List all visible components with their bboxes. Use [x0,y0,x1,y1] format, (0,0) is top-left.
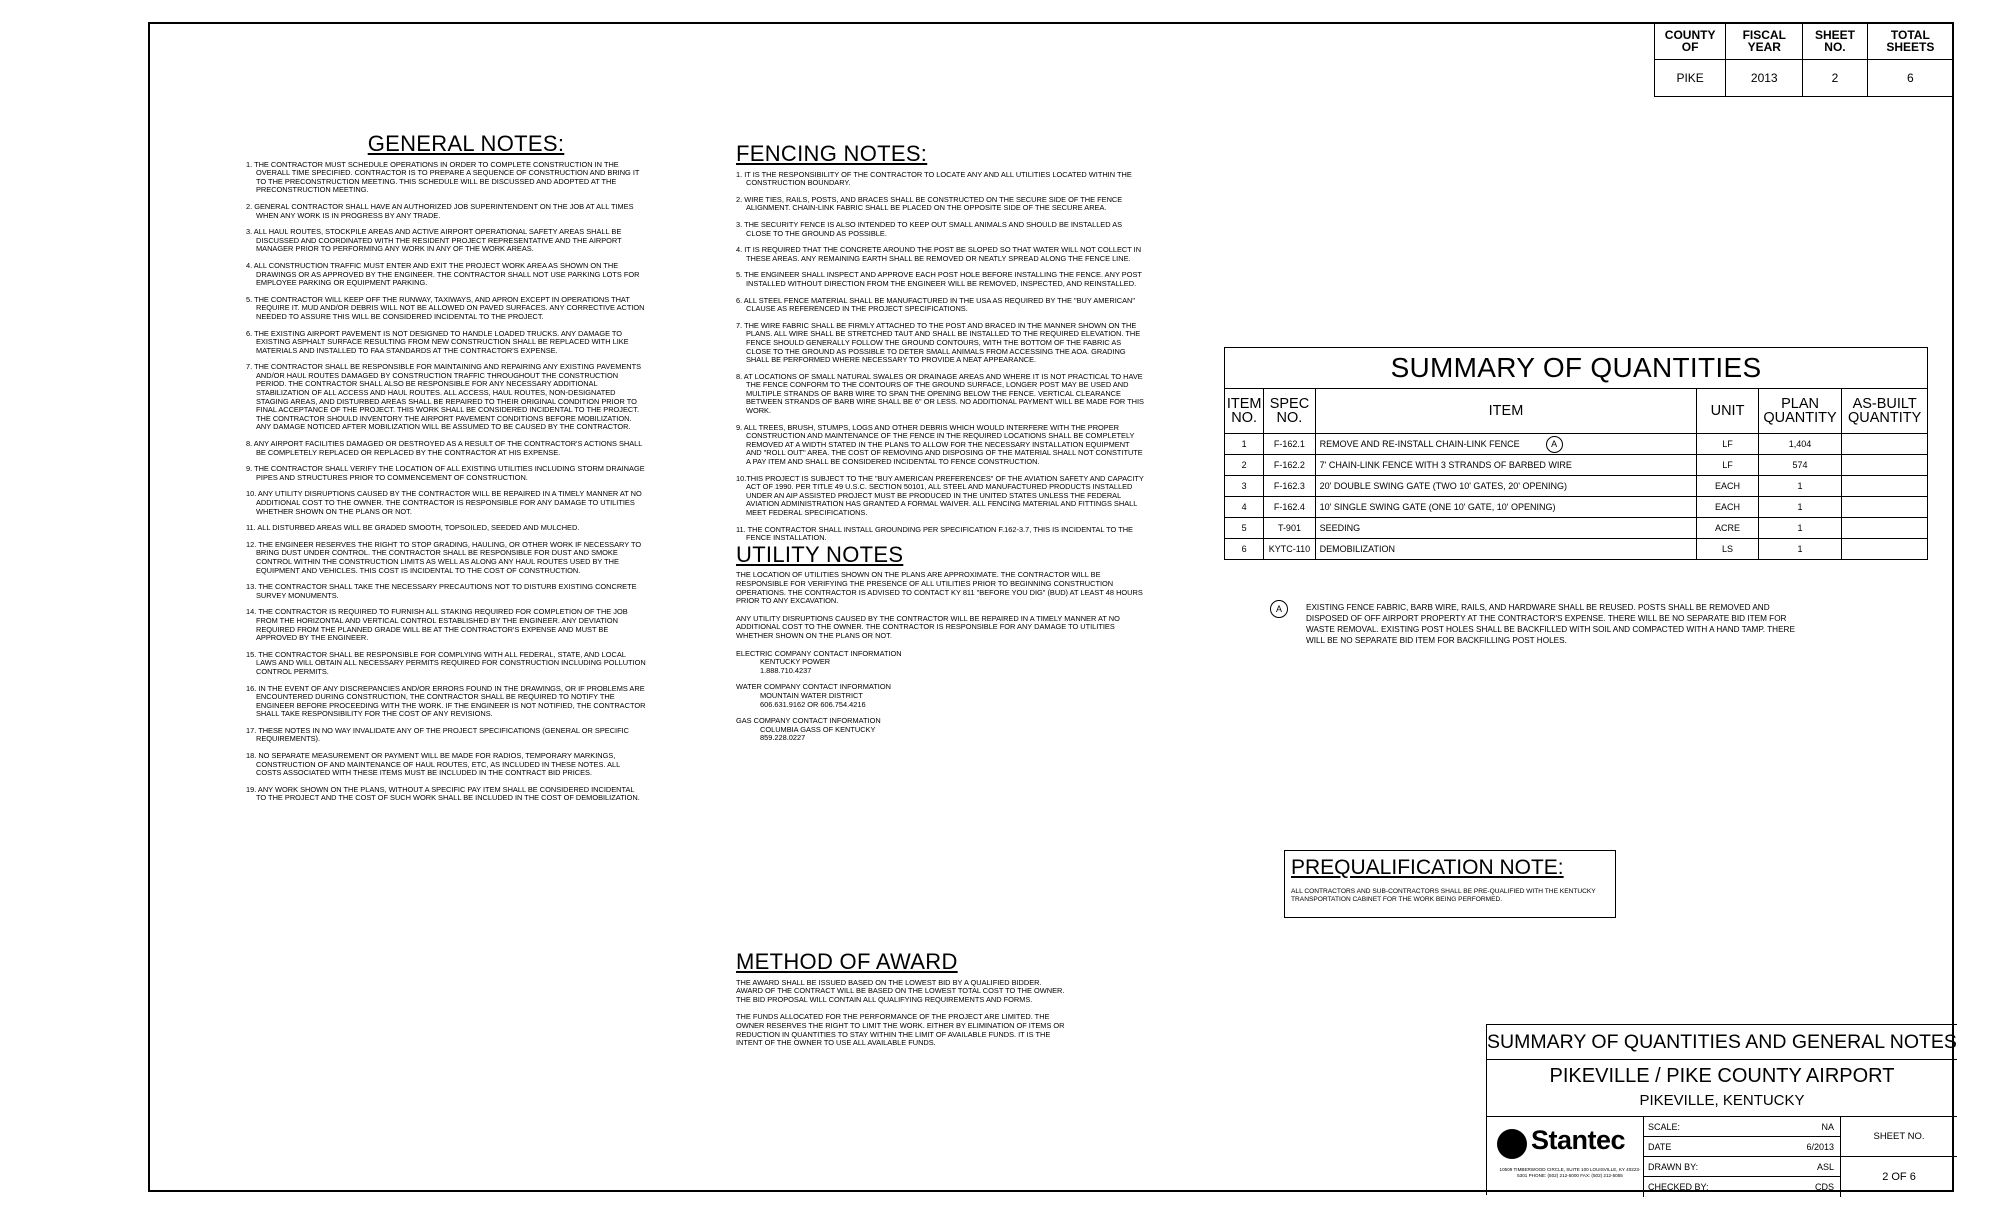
footnote-text: EXISTING FENCE FABRIC, BARB WIRE, RAILS, AND HARDWARE SHALL BE REUSED. POSTS SHALL BE REMOVED AND DISPOSED OF OFF AIRPORT PROPERTY AT THE CONTRACTOR'S EXPENSE. THERE WILL BE NO SEPARATE BID ITEM FOR WASTE REMOVAL. EXISTING POST HOLES SHALL BE BACKFILLED WITH SOIL AND COMPACTED WITH A HAND TAMP. THERE WILL BE NO SEPARATE BID ITEM FOR BACKFILLING POST HOLES. [1306,603,1795,645]
prequal-text: ALL CONTRACTORS AND SUB-CONTRACTORS SHALL BE PRE-QUALIFIED WITH THE KENTUCKY TRANSPORTATION CABINET FOR THE WORK BEING PERFORMED. [1291,888,1596,903]
fencing-note-item: 3. THE SECURITY FENCE IS ALSO INTENDED TO KEEP OUT SMALL ANIMALS AND SHOULD BE INSTALLED AS CLOSE TO THE GROUND AS POSSIBLE. [736,219,1123,238]
table-row [1225,434,1928,455]
general-notes-section [246,131,646,811]
spec-no-cell: T-901 [1264,518,1315,539]
item-cell [1315,497,1697,518]
title-block-bottom [1486,1024,1957,1195]
contact-label: GAS COMPANY CONTACT INFORMATION [736,716,881,726]
general-note-item: 4. ALL CONSTRUCTION TRAFFIC MUST ENTER AND EXIT THE PROJECT WORK AREA AS SHOWN ON THE DRAWINGS OR AS APPROVED BY THE ENGINEER. THE CONTRACTOR SHALL NOT USE PARKING LOTS FOR EMPLOYEE PARKING OR EQUIPMENT PARKING. [246,260,640,288]
general-note-item: 2. GENERAL CONTRACTOR SHALL HAVE AN AUTHORIZED JOB SUPERINTENDENT ON THE JOB AT ALL TIMES WHEN ANY WORK IS IN PROGRESS BY ANY TRADE. [246,201,634,220]
asbuilt-quantity-cell [1842,476,1928,497]
method-of-award-heading: METHOD OF AWARD [736,949,958,974]
spec-no-cell: F-162.3 [1264,476,1315,497]
asbuilt-quantity-cell [1842,434,1928,455]
general-note-item: 3. ALL HAUL ROUTES, STOCKPILE AREAS AND ACTIVE AIRPORT OPERATIONAL SAFETY AREAS SHALL BE DISCUSSED AND COORDINATED WITH THE RESIDENT PROJECT REPRESENTATIVE AND THE AIRPORT MANAGER PRIOR TO PERFORMING ANY WORK IN ANY OF THE WORK AREAS. [246,227,622,254]
fencing-note-item: 9. ALL TREES, BRUSH, STUMPS, LOGS AND OTHER DEBRIS WHICH WOULD INTERFERE WITH THE PROPER CONSTRUCTION AND MAINTENANCE OF THE FENCE IN THE REQUIRED LOCATIONS SHALL BE COMPLETELY REMOVED AT A WIDTH STATED IN THE PLANS TO ALLOW FOR THE NECESSARY INSTALLATION EQUIPMENT AND "ROLL OUT" AREA. THE COST OF REMOVING AND DISPOSING OF THE MATERIAL SHALL NOT CONSTITUTE A PAY ITEM AND SHALL BE CONSIDERED INCIDENTAL TO FENCE CONSTRUCTION. [736,422,1143,467]
item-text: DEMOBILIZATION [1319,544,1395,554]
general-note-item: 7. THE CONTRACTOR SHALL BE RESPONSIBLE FOR MAINTAINING AND REPAIRING ANY EXISTING PAVEMENTS AND/OR HAUL ROUTES DAMAGED BY CONSTRUCTION TRAFFIC THROUGHOUT THE CONSTRUCTION PERIOD. THE CONTRACTOR SHALL ALSO BE RESPONSIBLE FOR ANY NECESSARY ADDITIONAL STABILIZATION OF ALL ACCESS AND HAUL ROUTES. ALL ACCESS, HAUL ROUTES, NON-DESIGNATED STAGING AREAS, AND DISTURBED AREAS SHALL BE REPAIRED TO THEIR ORIGINAL CONDITION PRIOR TO FINAL ACCEPTANCE OF THE PROJECT. THIS WORK SHALL BE CONSIDERED INCIDENTAL TO THE PROJECT. THE CONTRACTOR SHOULD INVENTORY THE AIRPORT PAVEMENT CONDITIONS BEFORE MOBILIZATION. ANY DAMAGE NOTICED AFTER MOBILIZATION WILL BE ASSUMED TO BE CAUSED BY THE CONTRACTOR. [246,362,642,432]
stantec-logo [1493,1121,1643,1193]
field-label: DRAWN BY: [1648,1162,1699,1172]
contact-name: MOUNTAIN WATER DISTRICT [760,690,863,700]
water-contact [736,683,1146,709]
award-paragraph: THE FUNDS ALLOCATED FOR THE PERFORMANCE OF THE PROJECT ARE LIMITED. THE OWNER RESERVES THE RIGHT TO LIMIT THE WORK. EITHER BY ELIMINATION OF ITEMS OR REDUCTION IN QUANTITIES TO STAY WITHIN THE LIMIT OF AVAILABLE FUNDS. IT IS THE INTENT OF THE OWNER TO USE ALL AVAILABLE FUNDS. [736,1012,1065,1048]
item-cell [1315,518,1697,539]
item-text: SEEDING [1319,523,1361,533]
unit-cell: ACRE [1697,518,1758,539]
item-text: 10' SINGLE SWING GATE (ONE 10' GATE, 10' OPENING) [1319,502,1556,512]
general-note-item: 5. THE CONTRACTOR WILL KEEP OFF THE RUNWAY, TAXIWAYS, AND APRON EXCEPT IN OPERATIONS THAT REQUIRE IT. MUD AND/OR DEBRIS WILL NOT BE ALLOWED ON PAVED SURFACES. ANY CORRECTIVE ACTION NEEDED TO ASSURE THIS WILL BE CONSIDERED INCIDENTAL TO THE PROJECT. [246,294,645,321]
field-label: CHECKED BY: [1648,1182,1709,1192]
contact-label: ELECTRIC COMPANY CONTACT INFORMATION [736,648,902,658]
field-value: ASL [1816,1162,1834,1172]
item-no-cell: 3 [1225,476,1264,497]
note-marker: A [1546,436,1563,453]
fencing-note-item: 11. THE CONTRACTOR SHALL INSTALL GROUNDING PER SPECIFICATION F.162-3.7, THIS IS INCIDENTAL TO THE FENCE INSTALLATION. [736,524,1133,543]
utility-paragraph: THE LOCATION OF UTILITIES SHOWN ON THE PLANS ARE APPROXIMATE. THE CONTRACTOR WILL BE RESPONSIBLE FOR VERIFYING THE PRESENCE OF ALL UTILITIES PRIOR TO BEGINNING CONSTRUCTION OPERATIONS. THE CONTRACTOR IS ADVISED TO CONTACT KY 811 "BEFORE YOU DIG" (BUD) AT LEAST 48 HOURS PRIOR TO ANY EXCAVATION. [736,570,1143,606]
drawing-field [1644,1177,1840,1197]
award-paragraph: THE AWARD SHALL BE ISSUED BASED ON THE LOWEST BID BY A QUALIFIED BIDDER. AWARD OF THE CONTRACT WILL BE BASED ON THE LOWEST TOTAL COST TO THE OWNER. THE BID PROPOSAL WILL CONTAIN ALL QUALIFYING REQUIREMENTS AND FORMS. [736,977,1065,1004]
plan-quantity-cell: 1 [1758,518,1842,539]
utility-notes-heading: UTILITY NOTES [736,541,904,567]
general-note-item: 18. NO SEPARATE MEASUREMENT OR PAYMENT WILL BE MADE FOR RADIOS, TEMPORARY MARKINGS, CONSTRUCTION OF AND MAINTENANCE OF HAUL ROUTES, ETC, AS INCLUDED IN THESE NOTES. ALL COSTS ASSOCIATED WITH THESE ITEMS MUST BE INCLUDED IN THE CONTRACT BID PRICES. [246,751,620,778]
plan-quantity-cell: 1 [1758,539,1842,560]
contact-phone: 859.228.0227 [760,733,806,743]
spec-no-cell: F-162.1 [1264,434,1315,455]
item-no-cell: 2 [1225,455,1264,476]
general-note-item: 14. THE CONTRACTOR IS REQUIRED TO FURNISH ALL STAKING REQUIRED FOR COMPLETION OF THE JOB FROM THE HORIZONTAL AND VERTICAL CONTROL ESTABLISHED BY THE ENGINEER. ANY DEVIATION REQUIRED FROM THE PLANNED GRADE WILL BE AT THE CONTRACTOR'S EXPENSE AND MUST BE APPROVED BY THE ENGINEER. [246,607,628,643]
drawing-field [1644,1137,1840,1157]
spec-no-cell: F-162.4 [1264,497,1315,518]
general-note-item: 12. THE ENGINEER RESERVES THE RIGHT TO STOP GRADING, HAULING, OR OTHER WORK IF NECESSARY TO BRING DUST UNDER CONTROL. THE CONTRACTOR SHALL BE RESPONSIBLE FOR DUST AND SMOKE CONTROL WITHIN THE CONSTRUCTION LIMITS AS WELL AS ALONG ANY HAUL ROUTES USED BY THE EQUIPMENT AND VEHICLES. THIS COST IS INCIDENTAL TO THE COST OF CONSTRUCTION. [246,539,642,575]
unit-cell: EACH [1697,497,1758,518]
summary-of-quantities-table [1224,347,1928,560]
item-no-cell: 5 [1225,518,1264,539]
gas-contact [736,717,1146,743]
logo-name: Stantec [1531,1125,1626,1155]
fencing-note-item: 1. IT IS THE RESPONSIBILITY OF THE CONTRACTOR TO LOCATE ANY AND ALL UTILITIES LOCATED WITHIN THE CONSTRUCTION BOUNDARY. [736,169,1132,188]
col-plan-quantity: PLAN QUANTITY [1758,389,1842,434]
col-asbuilt-quantity: AS-BUILT QUANTITY [1842,389,1928,434]
field-value: CDS [1814,1182,1834,1192]
drawing-fields [1643,1117,1841,1197]
sheet-no-value: 2 [1803,60,1868,97]
table-row [1225,539,1928,560]
table-row [1225,476,1928,497]
plan-quantity-cell: 574 [1758,455,1842,476]
fiscal-year-header: FISCAL YEAR [1726,23,1803,60]
prequal-heading: PREQUALIFICATION NOTE: [1291,856,1564,879]
fencing-note-item: 6. ALL STEEL FENCE MATERIAL SHALL BE MANUFACTURED IN THE USA AS REQUIRED BY THE "BUY AMERICAN" CLAUSE AS REFERENCED IN THE PROJECT SPECIFICATIONS. [736,295,1135,314]
general-note-item: 10. ANY UTILITY DISRUPTIONS CAUSED BY THE CONTRACTOR WILL BE REPAIRED IN A TIMELY MANNER AT NO ADDITIONAL COST TO THE OWNER. THE CONTRACTOR IS RESPONSIBLE FOR ANY DAMAGE TO UTILITIES WHETHER SHOWN ON THE PLANS OR NOT. [246,489,642,516]
general-note-item: 1. THE CONTRACTOR MUST SCHEDULE OPERATIONS IN ORDER TO COMPLETE CONSTRUCTION IN THE OVERALL TIME SPECIFIED. CONTRACTOR IS TO PREPARE A SEQUENCE OF CONSTRUCTION AND BRING IT TO THE PRECONSTRUCTION MEETING. THIS SCHEDULE WILL BE DISCUSSED AND ADOPTED AT THE PRECONSTRUCTION MEETING. [246,159,640,195]
unit-cell: LS [1697,539,1758,560]
field-label: SCALE: [1648,1122,1681,1132]
project-info [1487,1060,1957,1117]
general-notes-heading: GENERAL NOTES: [367,131,565,156]
plan-quantity-cell: 1,404 [1758,434,1842,455]
total-sheets-header: TOTAL SHEETS [1867,23,1953,60]
spec-no-cell: F-162.2 [1264,455,1315,476]
col-unit: UNIT [1697,389,1758,434]
item-text: 7' CHAIN-LINK FENCE WITH 3 STRANDS OF BARBED WIRE [1319,460,1572,470]
asbuilt-quantity-cell [1842,518,1928,539]
summary-footnote [1275,602,1800,646]
fiscal-year-value: 2013 [1726,60,1803,97]
fencing-note-item: 10.THIS PROJECT IS SUBJECT TO THE "BUY AMERICAN PREFERENCES" OF THE AVIATION SAFETY AND CAPACITY ACT OF 1990. PER TITLE 49 U.S.C. SECTION 50101, ALL STEEL AND MANUFACTURED PRODUCTS INSTALLED UNDER AN AIP ASSISTED PROJECT MUST BE PRODUCED IN THE UNITED STATES UNLESS THE FEDERAL AVIATION ADMINISTRATION HAS GRANTED A FORMAL WAIVER. ALL FENCING MATERIAL AND FITTINGS SHALL MEET FEDERAL SPECIFICATIONS. [736,473,1144,517]
item-text: 20' DOUBLE SWING GATE (TWO 10' GATES, 20' OPENING) [1319,481,1567,491]
firm-address: 10509 TIMBERWOOD CIRCLE, SUITE 100 LOUISVILLE, KY 40223-5301 PHONE: (502) 212-5000 FAX: (502) 212-5055 [1499,1167,1641,1178]
fencing-notes-list [736,171,1146,543]
drawing-sheet [148,22,1957,1192]
col-spec-no: SPEC NO. [1264,389,1315,434]
item-cell [1315,434,1697,455]
fencing-note-item: 4. IT IS REQUIRED THAT THE CONCRETE AROUND THE POST BE SLOPED SO THAT WATER WILL NOT COLLECT IN THESE AREAS. ANY REMAINING EARTH SHALL BE REMOVED OR NEATLY SPREAD ALONG THE FENCE LINE. [736,245,1142,263]
footnote-marker: A [1270,600,1288,618]
general-notes-list [246,161,646,803]
prequalification-note [1284,850,1616,918]
unit-cell: EACH [1697,476,1758,497]
general-note-item: 6. THE EXISTING AIRPORT PAVEMENT IS NOT DESIGNED TO HANDLE LOADED TRUCKS. ANY DAMAGE TO EXISTING ASPHALT SURFACE RESULTING FROM NEW CONSTRUCTION SHALL BE REPLACED WITH LIKE MATERIALS AND INSTALLED TO FAA STANDARDS AT THE CONTRACTOR'S EXPENSE. [246,328,629,355]
contact-name: COLUMBIA GASS OF KENTUCKY [760,724,876,734]
project-name: PIKEVILLE / PIKE COUNTY AIRPORT [1549,1065,1895,1087]
col-item-no: ITEM NO. [1225,389,1264,434]
unit-cell: LF [1697,455,1758,476]
title-block-top [1654,22,1954,97]
item-no-cell: 1 [1225,434,1264,455]
general-note-item: 16. IN THE EVENT OF ANY DISCREPANCIES AND/OR ERRORS FOUND IN THE DRAWINGS, OR IF PROBLEMS ARE ENCOUNTERED DURING CONSTRUCTION, THE CONTRACTOR SHALL BE REQUIRED TO NOTIFY THE ENGINEER BEFORE PROCEEDING WITH THE WORK. IF THE ENGINEER IS NOT NOTIFIED, THE CONTRACTOR SHALL TAKE RESPONSIBILITY FOR THE COST OF ANY REVISIONS. [246,683,646,719]
table-row [1225,497,1928,518]
general-note-item: 13. THE CONTRACTOR SHALL TAKE THE NECESSARY PRECAUTIONS NOT TO DISTURB EXISTING CONCRETE SURVEY MONUMENTS. [246,582,637,600]
contact-name: KENTUCKY POWER [760,657,831,667]
fencing-notes-heading: FENCING NOTES: [736,141,928,166]
general-note-item: 17. THESE NOTES IN NO WAY INVALIDATE ANY OF THE PROJECT SPECIFICATIONS (GENERAL OR SPECIFIC REQUIREMENTS). [246,725,630,744]
county-header: COUNTY OF [1655,23,1726,60]
sheet-number-box [1841,1117,1957,1197]
summary-title: SUMMARY OF QUANTITIES [1225,348,1928,389]
fencing-note-item: 5. THE ENGINEER SHALL INSPECT AND APPROVE EACH POST HOLE BEFORE INSTALLING THE FENCE. ANY POST INSTALLED WITHOUT DIRECTION FROM THE ENGINEER WILL BE REMOVED, INSPECTED, AND REINSTALLED. [736,270,1142,288]
table-row [1225,455,1928,476]
general-note-item: 9. THE CONTRACTOR SHALL VERIFY THE LOCATION OF ALL EXISTING UTILITIES INCLUDING STORM DRAINAGE PIPES AND STRUCTURES PRIOR TO COMMENCEMENT OF CONSTRUCTION. [246,464,645,482]
item-cell [1315,539,1697,560]
unit-cell: LF [1697,434,1758,455]
asbuilt-quantity-cell [1842,497,1928,518]
col-item: ITEM [1315,389,1697,434]
table-row [1225,518,1928,539]
item-cell [1315,476,1697,497]
fencing-notes-section [736,141,1146,751]
drawing-field [1644,1157,1840,1177]
utility-paragraph: ANY UTILITY DISRUPTIONS CAUSED BY THE CONTRACTOR WILL BE REPAIRED IN A TIMELY MANNER AT NO ADDITIONAL COST TO THE OWNER. THE CONTRACTOR IS RESPONSIBLE FOR ANY DAMAGE TO UTILITIES WHETHER SHOWN ON THE PLANS OR NOT. [736,613,1120,640]
project-location: PIKEVILLE, KENTUCKY [1639,1092,1805,1109]
county-value: PIKE [1655,60,1726,97]
contact-phone: 1.888.710.4237 [760,665,812,675]
field-value: 6/2013 [1806,1142,1834,1152]
asbuilt-quantity-cell [1842,539,1928,560]
field-label: DATE [1648,1142,1672,1152]
general-note-item: 15. THE CONTRACTOR SHALL BE RESPONSIBLE FOR COMPLYING WITH ALL FEDERAL, STATE, AND LOCAL LAWS AND WILL OBTAIN ALL NECESSARY PERMITS REQUIRED FOR CONSTRUCTION INCLUDING POLLUTION CONTROL PERMITS. [246,649,646,676]
sheet-no-label: SHEET NO. [1841,1117,1957,1157]
sheet-no-value: 2 OF 6 [1882,1171,1916,1183]
contact-phone: 606.631.9162 OR 606.754.4216 [760,699,866,709]
electric-contact [736,650,1146,676]
sheet-no-header: SHEET NO. [1803,23,1868,60]
general-note-item: 8. ANY AIRPORT FACILITIES DAMAGED OR DESTROYED AS A RESULT OF THE CONTRACTOR'S ACTIONS SHALL BE COMPLETELY REPLACED OR REPLACED BY THE CONTRACTOR AT HIS EXPENSE. [246,439,643,457]
logo-mark-icon [1497,1129,1527,1159]
item-no-cell: 6 [1225,539,1264,560]
plan-quantity-cell: 1 [1758,497,1842,518]
item-text: REMOVE AND RE-INSTALL CHAIN-LINK FENCE [1319,438,1520,449]
item-cell [1315,455,1697,476]
sheet-title: SUMMARY OF QUANTITIES AND GENERAL NOTES [1487,1025,1957,1060]
general-note-item: 19. ANY WORK SHOWN ON THE PLANS, WITHOUT A SPECIFIC PAY ITEM SHALL BE CONSIDERED INCIDENTAL TO THE PROJECT AND THE COST OF SUCH WORK SHALL BE INCLUDED IN THE COST OF DEMOBILIZATION. [246,784,640,803]
item-no-cell: 4 [1225,497,1264,518]
total-sheets-value: 6 [1867,60,1953,97]
field-value: NA [1821,1122,1834,1132]
spec-no-cell: KYTC-110 [1264,539,1315,560]
fencing-note-item: 8. AT LOCATIONS OF SMALL NATURAL SWALES OR DRAINAGE AREAS AND WHERE IT IS NOT PRACTICAL TO HAVE THE FENCE CONFORM TO THE CONTOURS OF THE GROUND SURFACE, LONGER POST MAY BE USED AND MULTIPLE STRANDS OF BARB WIRE TO SPAN THE OPENING BELOW THE FENCE. VERTICAL CLEARANCE BETWEEN STRANDS OF BARB WIRE SHALL BE 6" OR LESS. NO ADDITIONAL PAYMENT WILL BE MADE FOR THIS WORK. [736,371,1144,416]
method-of-award-section [736,949,1066,1057]
drawing-field [1644,1117,1840,1137]
fencing-note-item: 7. THE WIRE FABRIC SHALL BE FIRMLY ATTACHED TO THE POST AND BRACED IN THE MANNER SHOWN ON THE PLANS. ALL WIRE SHALL BE STRETCHED TAUT AND SHALL BE INSTALLED TO THE REQUIRED ELEVATION. THE FENCE SHOULD GENERALLY FOLLOW THE GROUND CONTOURS, WITH THE BOTTOM OF THE FABRIC AS CLOSE TO THE GROUND AS POSSIBLE TO DETER SMALL ANIMALS FROM ACCESSING THE AOA. GRADING SHALL BE PERFORMED WHERE NECESSARY TO PROVIDE A NEAT APPEARANCE. [736,320,1141,365]
contact-label: WATER COMPANY CONTACT INFORMATION [736,682,891,692]
fencing-note-item: 2. WIRE TIES, RAILS, POSTS, AND BRACES SHALL BE CONSTRUCTED ON THE SECURE SIDE OF THE FENCE ALIGNMENT. CHAIN-LINK FABRIC SHALL BE PLACED ON THE OPPOSITE SIDE OF THE SECURE AREA. [736,194,1123,213]
plan-quantity-cell: 1 [1758,476,1842,497]
general-note-item: 11. ALL DISTURBED AREAS WILL BE GRADED SMOOTH, TOPSOILED, SEEDED AND MULCHED. [246,523,580,533]
asbuilt-quantity-cell [1842,455,1928,476]
